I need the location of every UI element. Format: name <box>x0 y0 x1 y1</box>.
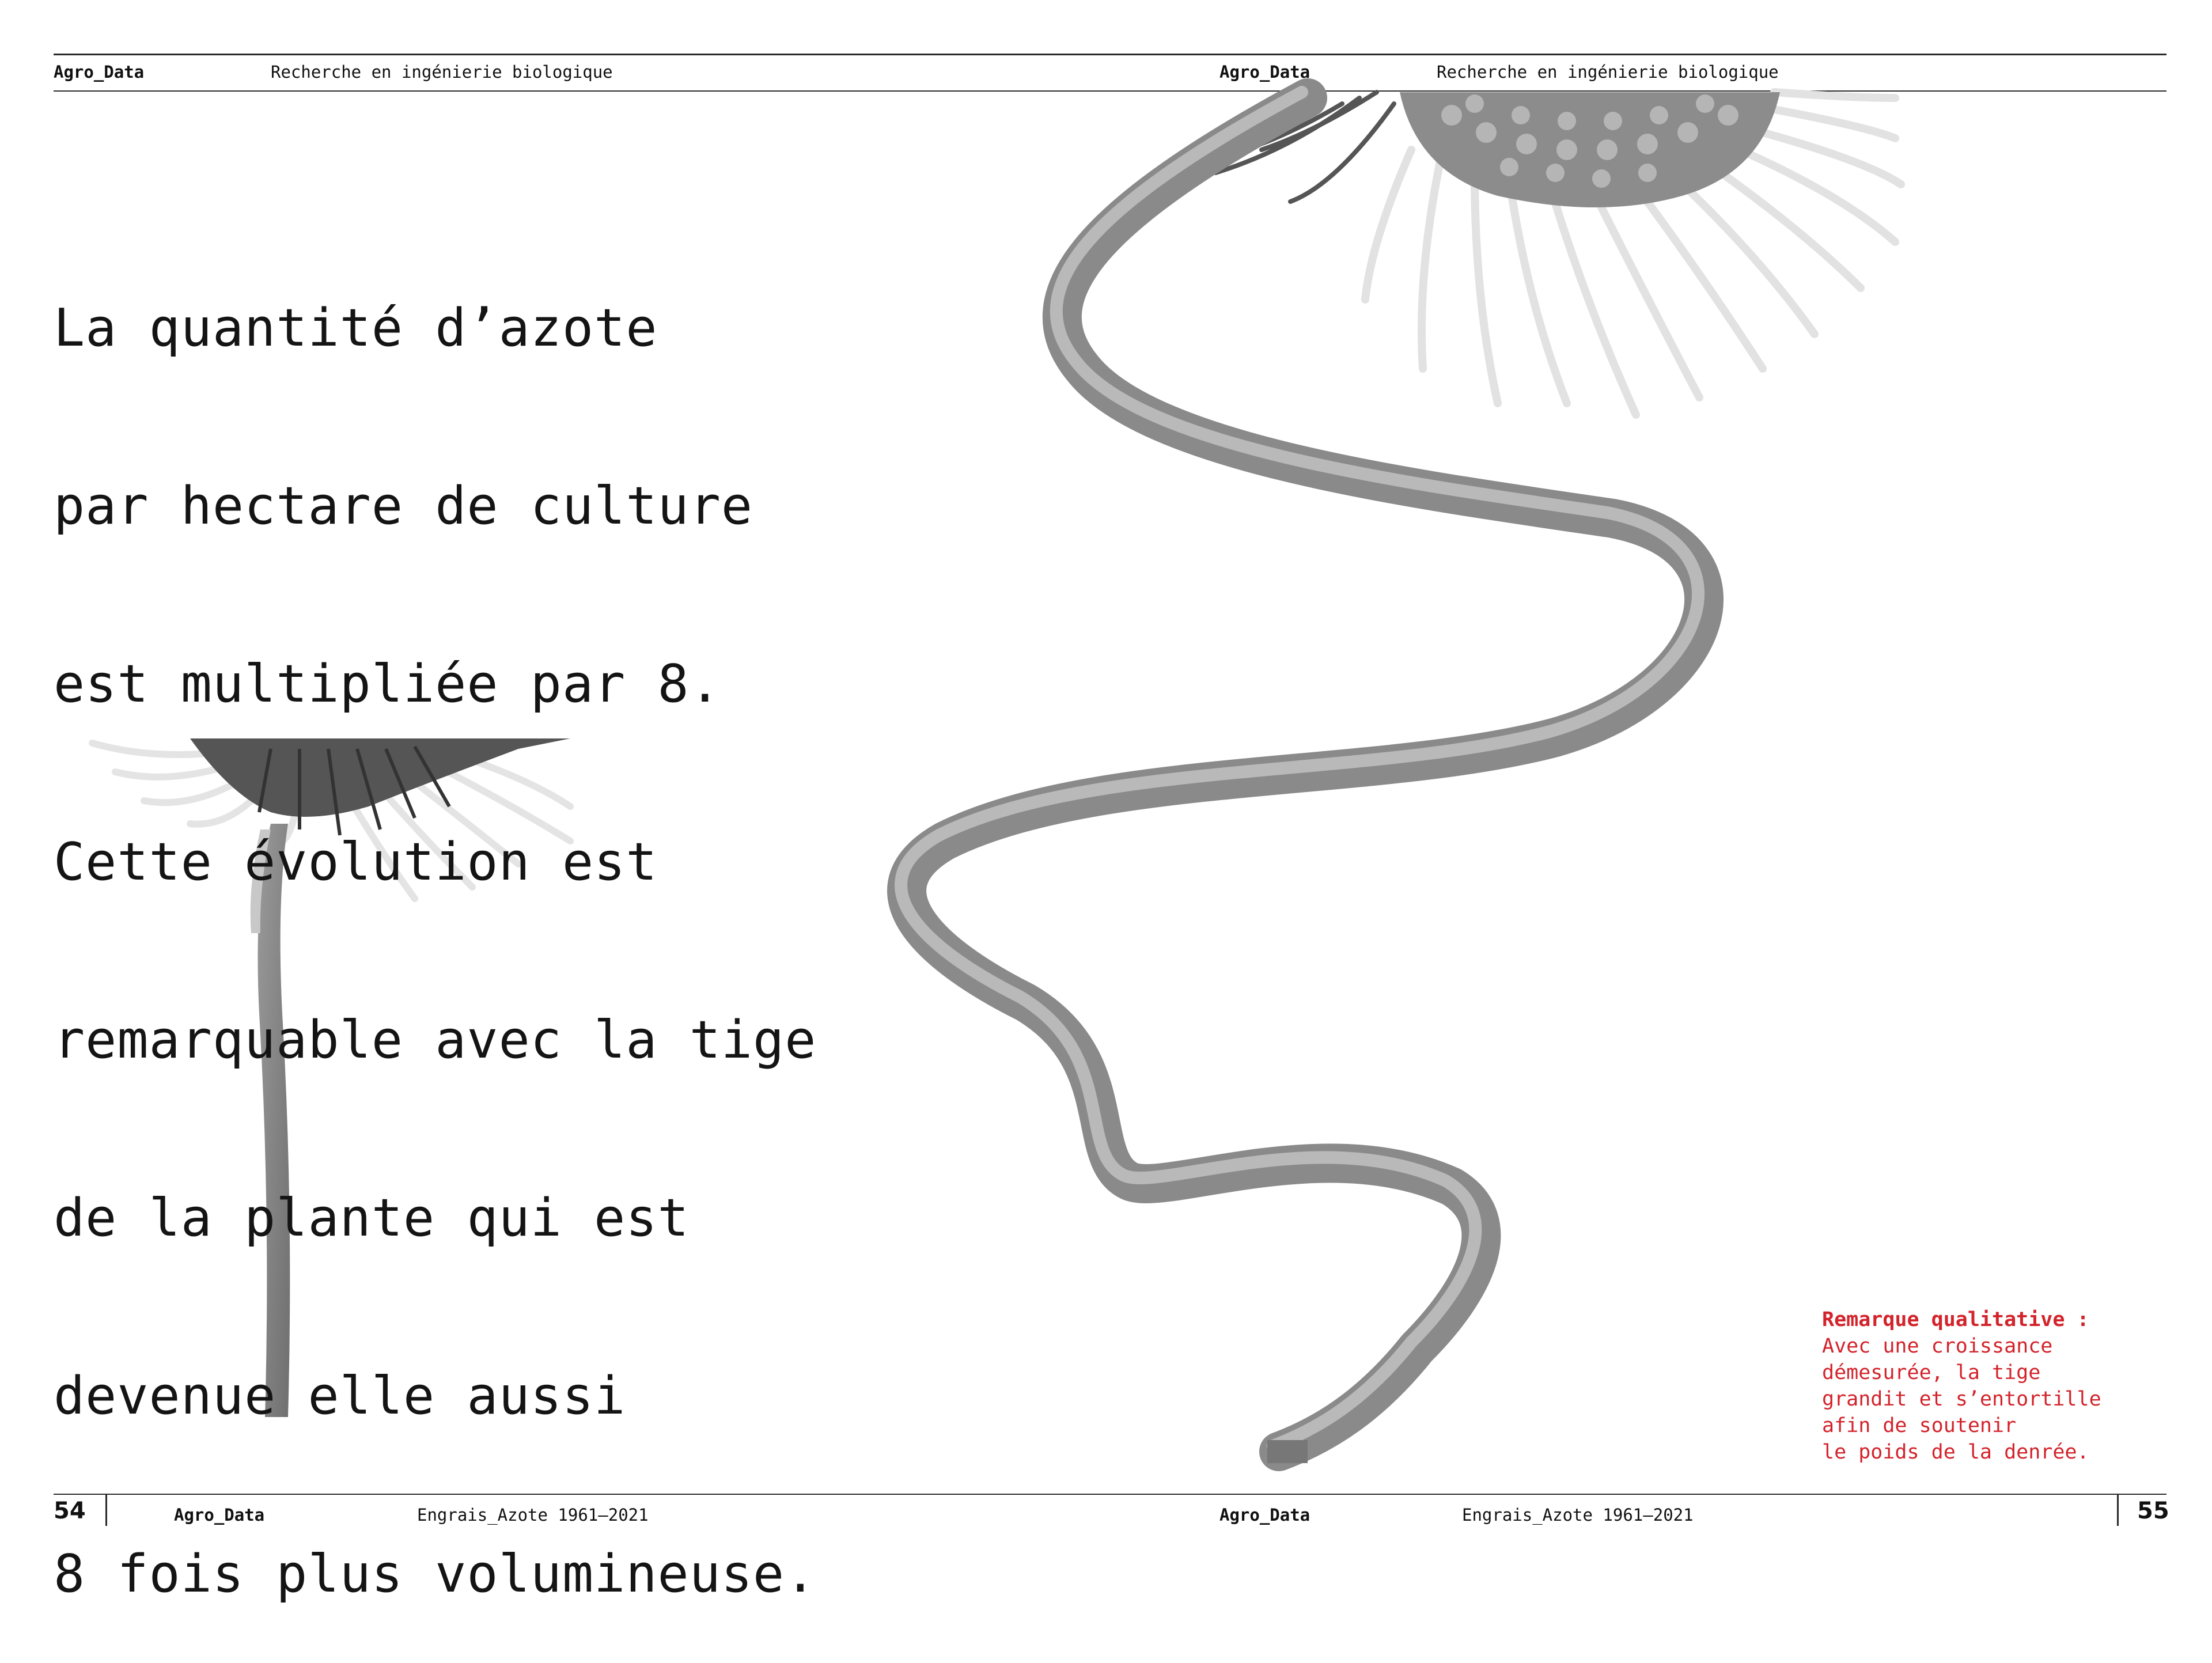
note-line: le poids de la denrée. <box>1822 1441 2089 1464</box>
footer-right-brand: Agro_Data <box>1219 1505 1310 1525</box>
note-line: démesurée, la tige <box>1822 1361 2041 1384</box>
footer-right-divider <box>2117 1494 2119 1526</box>
footer-left-subtitle: Engrais_Azote 1961–2021 <box>417 1505 649 1525</box>
note-title: Remarque qualitative : <box>1822 1308 2089 1331</box>
page-number-right: 55 <box>2137 1498 2169 1524</box>
statement-line: devenue elle aussi <box>54 1366 626 1426</box>
footer-left-brand: Agro_Data <box>174 1505 265 1525</box>
qualitative-note <box>1822 1306 2101 1465</box>
page-number-left: 54 <box>54 1498 86 1524</box>
statement-line: par hectare de culture <box>54 476 753 536</box>
header-right-brand: Agro_Data <box>1219 62 1310 82</box>
footer-rule <box>54 1494 2166 1495</box>
statement-line: de la plante qui est <box>54 1188 690 1248</box>
note-line: grandit et s’entortille <box>1822 1388 2101 1411</box>
statement-line: 8 fois plus volumineuse. <box>54 1544 817 1604</box>
footer-right-subtitle: Engrais_Azote 1961–2021 <box>1462 1505 1694 1525</box>
large-flower-illustration <box>1175 92 1901 415</box>
header-left-subtitle: Recherche en ingénierie biologique <box>271 62 613 82</box>
note-line: afin de soutenir <box>1822 1414 2017 1437</box>
header-right-subtitle: Recherche en ingénierie biologique <box>1437 62 1779 82</box>
statement-line: remarquable avec la tige <box>54 1010 817 1070</box>
footer-left-divider <box>105 1494 107 1526</box>
main-statement <box>54 180 816 1663</box>
statement-line: La quantité d’azote <box>54 298 658 358</box>
header-left-brand: Agro_Data <box>54 62 145 82</box>
statement-line: Cette évolution est <box>54 832 658 892</box>
statement-line: est multipliée par 8. <box>54 654 721 714</box>
note-line: Avec une croissance <box>1822 1335 2053 1358</box>
